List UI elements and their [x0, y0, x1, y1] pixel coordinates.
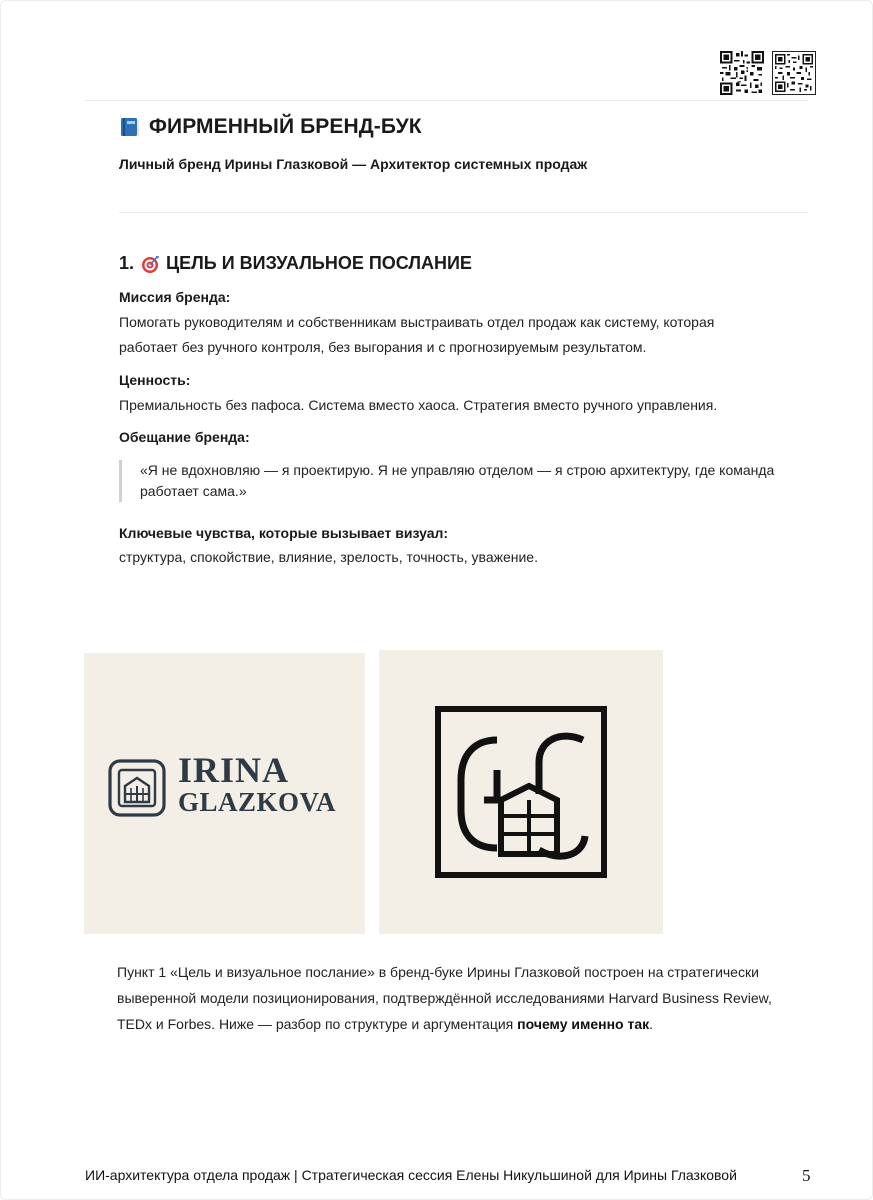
wordmark-last-name: GLAZKOVA: [178, 787, 337, 817]
feelings-label: Ключевые чувства, которые вызывает визуал:: [119, 525, 449, 541]
document-subtitle: Личный бренд Ирины Глазковой — Архитектор системных продаж: [119, 156, 588, 172]
brand-promise-quote: [119, 460, 809, 502]
paragraph-emphasis: почему именно так: [517, 1016, 650, 1032]
qr-code-2[interactable]: [772, 51, 816, 95]
mission-label: Миссия бренда:: [119, 289, 231, 305]
paragraph-line-1: Пункт 1 «Цель и визуальное послание» в бренд-буке Ирины Глазковой построен на стратегически: [117, 964, 759, 980]
qr-code-1[interactable]: [720, 51, 764, 95]
value-text: Премиальность без пафоса. Система вместо хаоса. Стратегия вместо ручного управления.: [119, 397, 718, 413]
document-title: [119, 115, 422, 139]
house-emblem-icon: [107, 758, 167, 818]
paragraph-line-3-end: .: [649, 1016, 654, 1032]
section-number: 1.: [119, 253, 135, 273]
section-heading: [119, 253, 472, 274]
wordmark-first-name: IRINA: [178, 750, 290, 790]
gc-monogram-icon: [379, 650, 663, 934]
qr-codes: [720, 51, 816, 95]
paragraph-line-2: выверенной модели позиционирования, подтверждённой исследованиями Harvard Business Review,: [117, 990, 772, 1006]
top-divider: [85, 100, 808, 101]
quote-line-2: работает сама.»: [140, 483, 247, 499]
wordmark-logo-image: [84, 653, 365, 934]
wordmark: [178, 751, 336, 817]
page-footer: ИИ-архитектура отдела продаж | Стратегическая сессия Елены Никульшиной для Ирины Глазковой: [85, 1167, 737, 1183]
mission-text-line-1: Помогать руководителям и собственникам выстраивать отдел продаж как систему, которая: [119, 314, 715, 330]
section-divider: [119, 212, 808, 213]
feelings-text: структура, спокойствие, влияние, зрелость, точность, уважение.: [119, 549, 538, 565]
book-icon: [119, 116, 141, 138]
target-icon: [140, 254, 160, 274]
page-number: 5: [802, 1166, 811, 1185]
section-title-text: ЦЕЛЬ И ВИЗУАЛЬНОЕ ПОСЛАНИЕ: [166, 253, 472, 273]
document-title-text: ФИРМЕННЫЙ БРЕНД-БУК: [149, 115, 422, 138]
paragraph-line-3: TEDx и Forbes. Ниже — разбор по структуре и аргументация: [117, 1016, 518, 1032]
value-label: Ценность:: [119, 372, 191, 388]
mission-text-line-2: работает без ручного контроля, без выгорания и с прогнозируемым результатом.: [119, 339, 647, 355]
explanation-paragraph: [117, 959, 817, 1037]
monogram-logo-image: [379, 650, 663, 934]
promise-label: Обещание бренда:: [119, 429, 250, 445]
quote-line-1: «Я не вдохновляю — я проектирую. Я не управляю отделом — я строю архитектуру, где команда: [140, 462, 775, 478]
